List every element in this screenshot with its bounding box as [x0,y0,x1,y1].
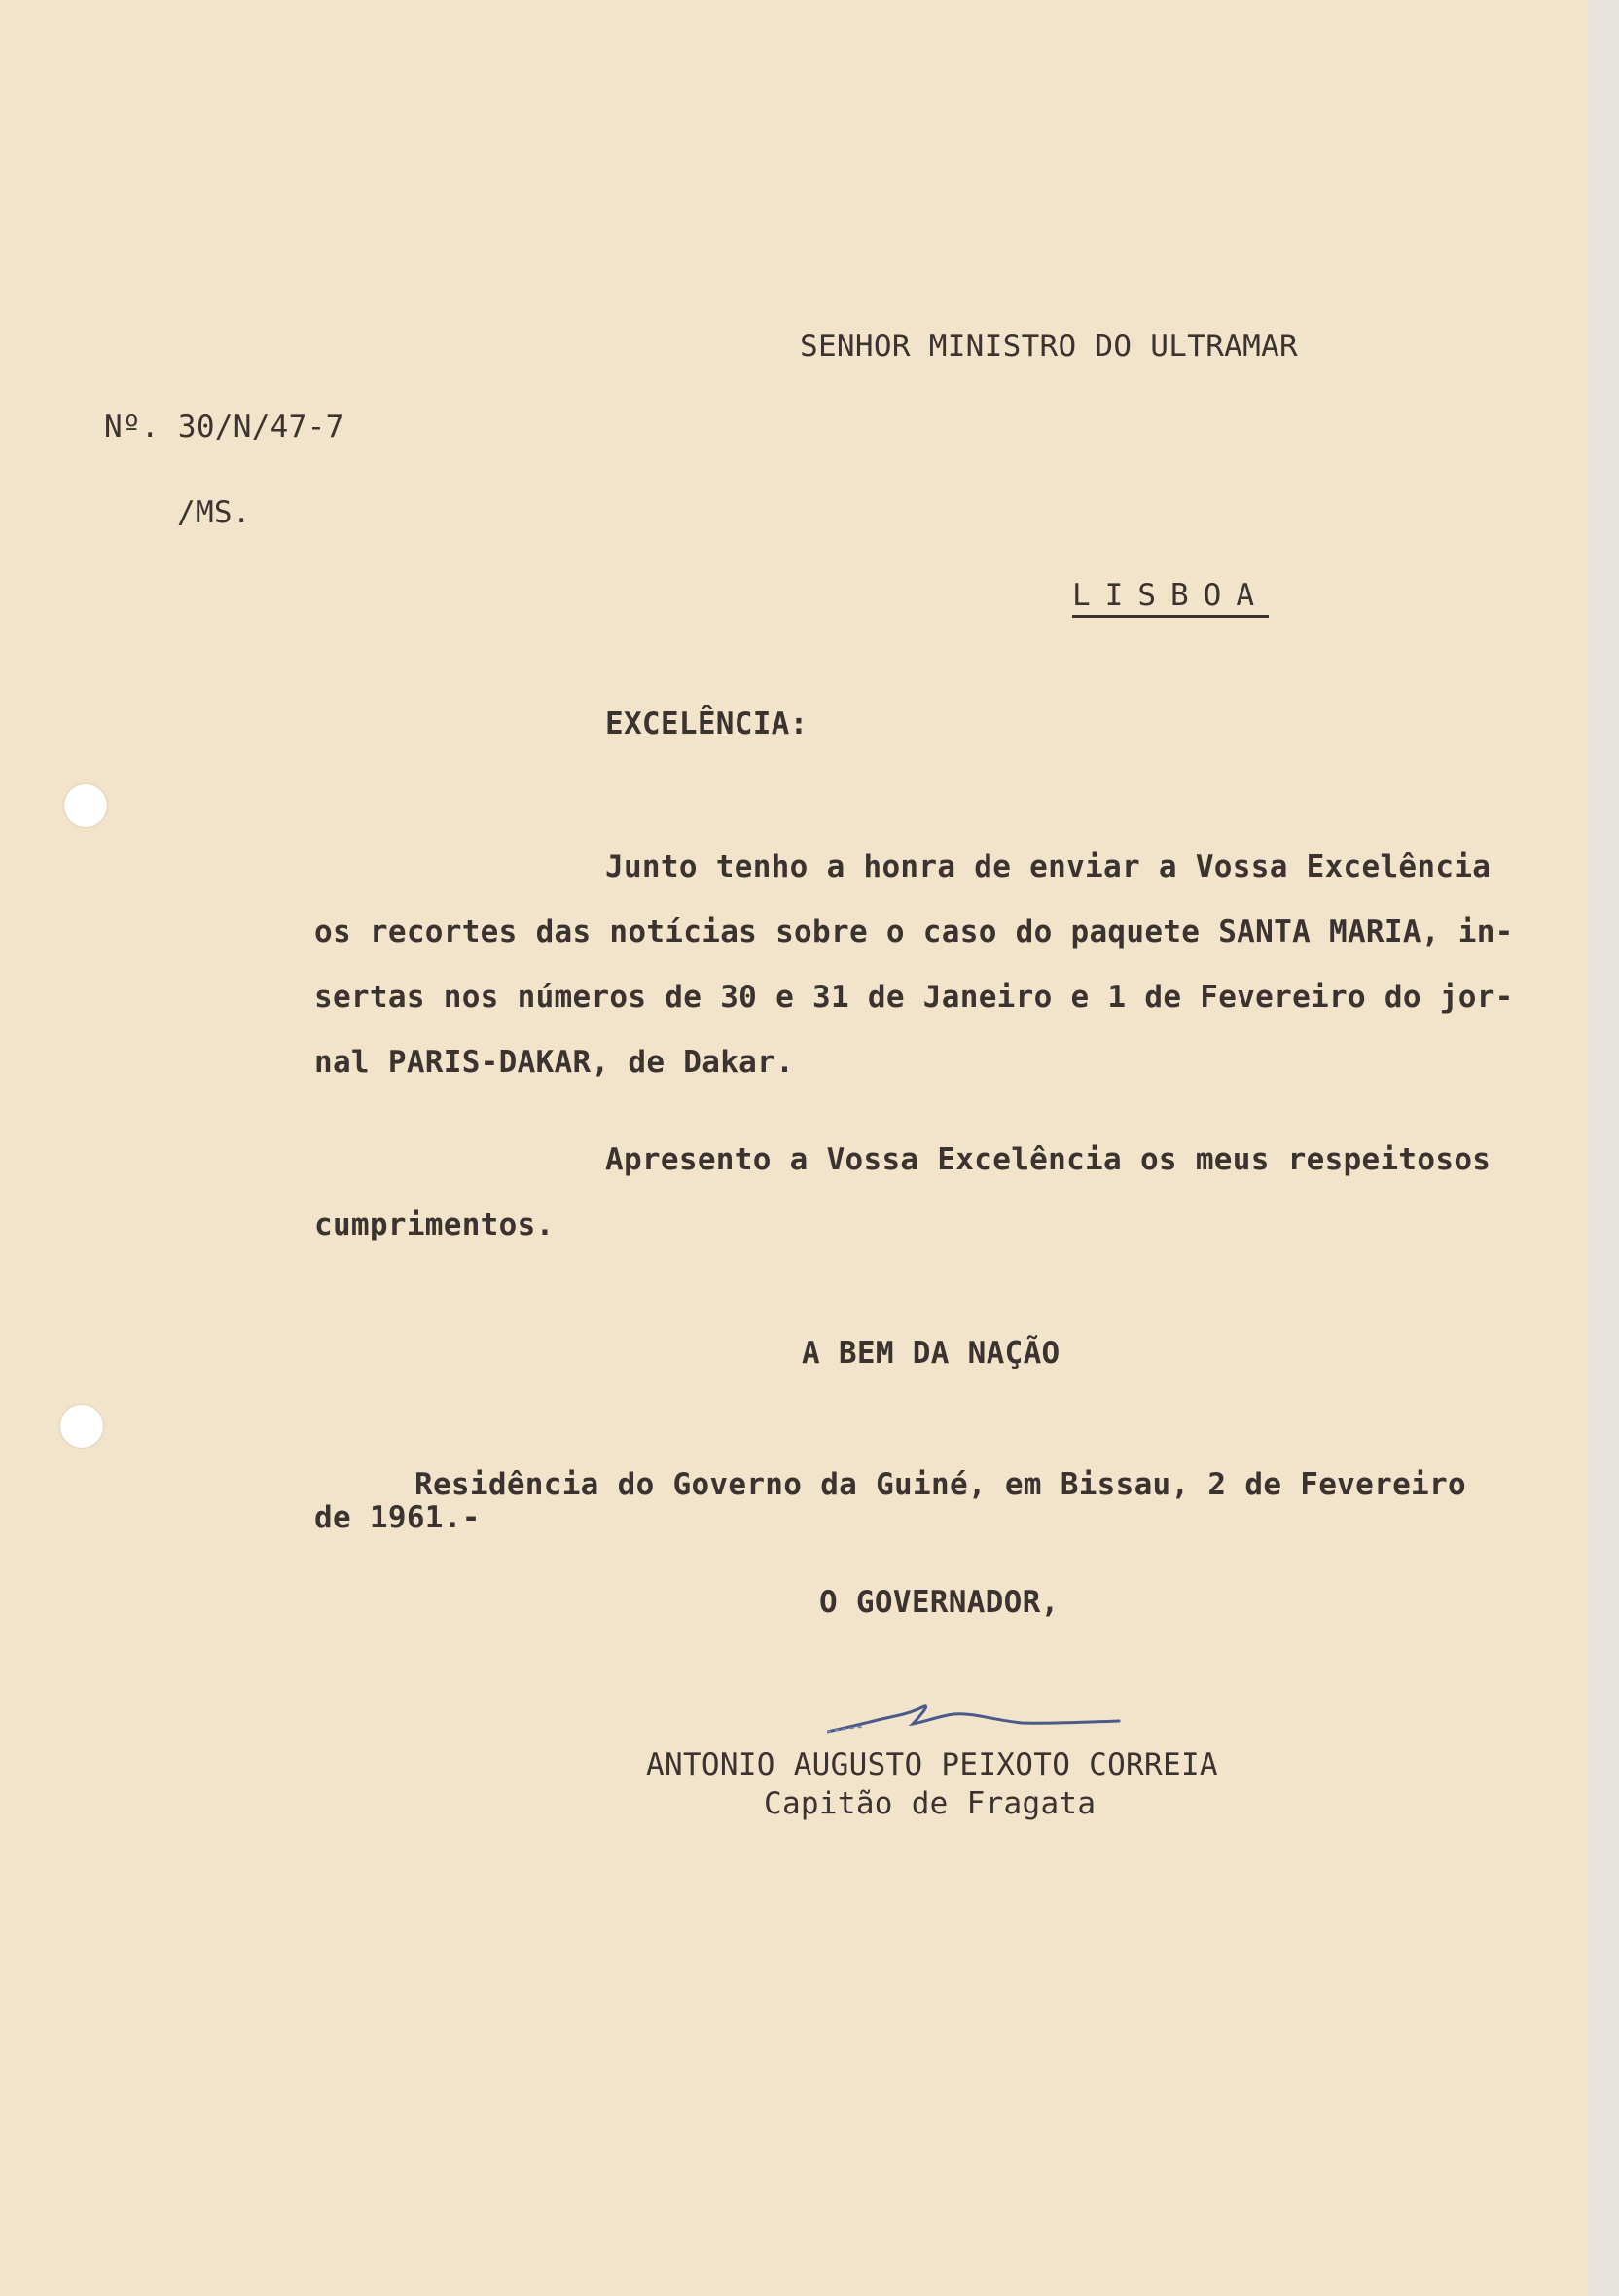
addressee: SENHOR MINISTRO DO ULTRAMAR [800,329,1299,364]
city-heading: LISBOA [1072,581,1269,618]
paragraph2-line: Apresento a Vossa Excelência os meus respeitosos [605,1142,1492,1177]
punch-hole [64,784,107,827]
paragraph2-line: cumprimentos. [314,1207,555,1242]
place-date-line: de 1961.- [314,1500,481,1535]
reference-number: Nº. 30/N/47-7 [104,410,344,445]
reference-initials: /MS. [177,495,251,530]
paragraph1-line: nal PARIS-DAKAR, de Dakar. [314,1045,795,1080]
handwritten-signature [827,1691,1138,1749]
closing-formula: A BEM DA NAÇÃO [802,1336,1061,1371]
paragraph1-line: Junto tenho a honra de enviar a Vossa Excelência [605,849,1492,884]
signatory-name: ANTONIO AUGUSTO PEIXOTO CORREIA [646,1747,1218,1782]
paragraph1-line: sertas nos números de 30 e 31 de Janeiro e 1 de Fevereiro do jor- [314,980,1514,1015]
salutation: EXCELÊNCIA: [605,706,809,741]
punch-hole [60,1405,103,1448]
signatory-rank: Capitão de Fragata [764,1786,1097,1821]
scan-edge [1588,0,1619,2296]
paragraph1-line: os recortes das notícias sobre o caso do paquete SANTA MARIA, in- [314,915,1514,950]
signatory-title: O GOVERNADOR, [819,1585,1060,1620]
place-date-line: Residência do Governo da Guiné, em Bissau, 2 de Fevereiro [414,1467,1466,1502]
